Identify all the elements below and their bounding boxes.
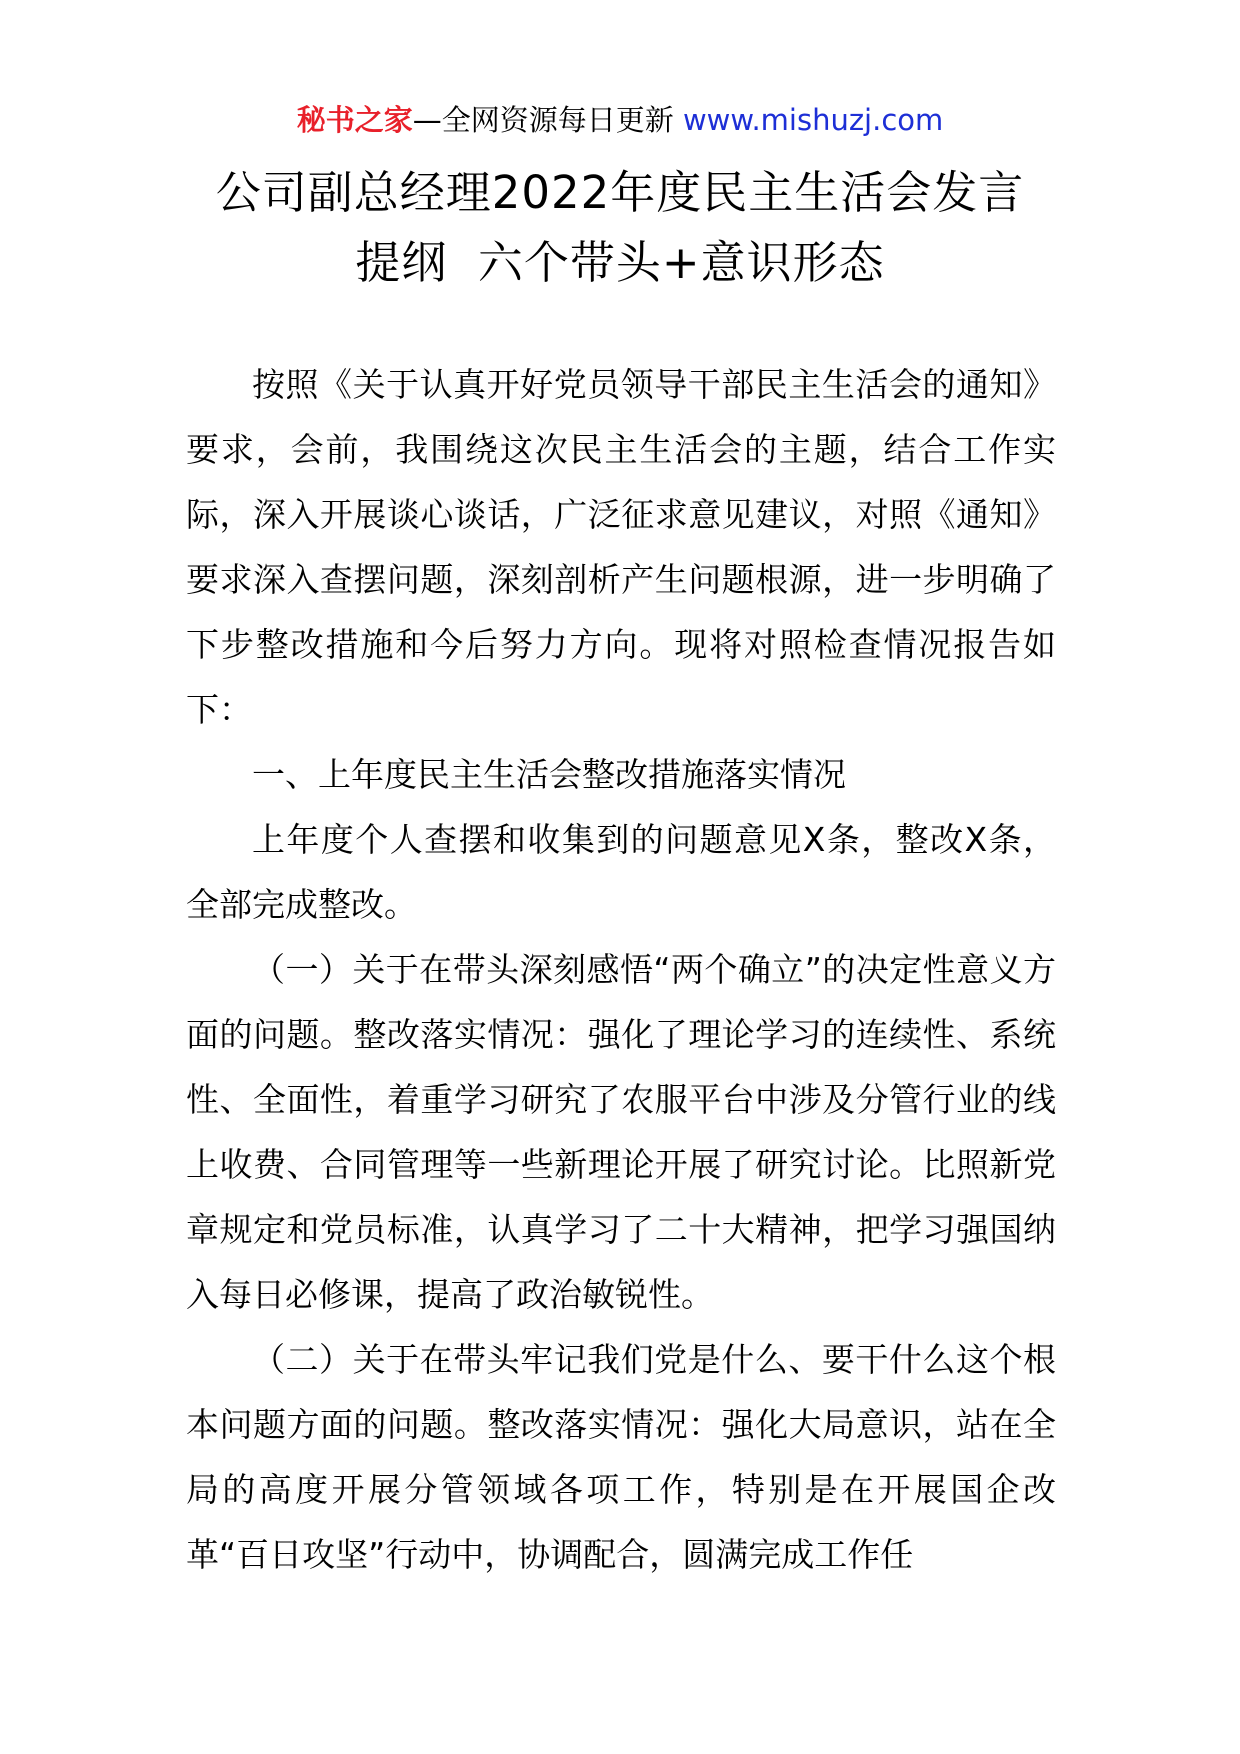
site-header xyxy=(0,100,1240,140)
document-body xyxy=(186,352,1056,1587)
section-heading-1: 一、上年度民主生活会整改措施落实情况 xyxy=(252,755,846,794)
paragraph-item-1: （一）关于在带头深刻感悟“两个确立”的决定性意义方面的问题。整改落实情况：强化了理论学习的连续性、系统性、全面性，着重学习研究了农服平台中涉及分管行业的线上收费、合同管理等一些新理论开展了研究讨论。比照新党章规定和党员标准，认真学习了二十大精神，把学习强国纳入每日必修课，提高了政治敏锐性。 xyxy=(186,950,1056,1314)
document-title-line-1: 公司副总经理2022年度民主生活会发言 xyxy=(215,166,1025,219)
document-title-line-2: 提纲 六个带头+意识形态 xyxy=(355,236,885,289)
paragraph-intro: 按照《关于认真开好党员领导干部民主生活会的通知》要求，会前，我围绕这次民主生活会的主题，结合工作实际，深入开展谈心谈话，广泛征求意见建议，对照《通知》要求深入查摆问题，深刻剖析产生问题根源，进一步明确了下步整改措施和今后努力方向。现将对照检查情况报告如下： xyxy=(186,365,1056,729)
brand-name: 秘书之家 xyxy=(296,103,413,137)
site-url-link[interactable]: www.mishuzj.com xyxy=(682,103,944,137)
paragraph-item-2: （二）关于在带头牢记我们党是什么、要干什么这个根本问题方面的问题。整改落实情况：强化大局意识，站在全局的高度开展分管领域各项工作，特别是在开展国企改革“百日攻坚”行动中，协调配合，圆满完成工作任 xyxy=(186,1340,1056,1574)
document-title xyxy=(160,158,1080,298)
paragraph-summary: 上年度个人查摆和收集到的问题意见X条，整改X条，全部完成整改。 xyxy=(186,820,1056,924)
header-tagline: —全网资源每日更新 xyxy=(412,103,683,137)
